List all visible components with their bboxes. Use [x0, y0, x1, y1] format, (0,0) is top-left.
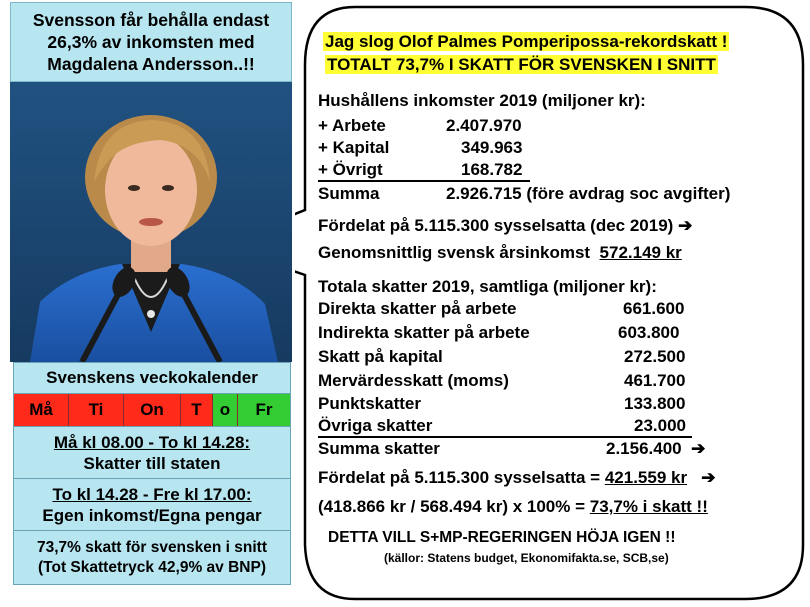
income-label-other: + Övrigt — [318, 160, 383, 179]
tax-sum-label: Summa skatter — [318, 439, 440, 458]
tax-label-other: Övriga skatter — [318, 416, 433, 435]
speaker-photo — [10, 82, 292, 362]
calendar-period-tax — [13, 427, 291, 479]
period-own-text: Egen inkomst/Egna pengar — [42, 505, 262, 525]
income-label-capital: + Kapital — [318, 138, 390, 157]
sources-note: (källor: Statens budget, Ekonomifakta.se, SCB,se) — [384, 551, 669, 565]
tax-label-capital: Skatt på kapital — [318, 347, 443, 366]
headline-line-2: 26,3% av inkomsten med — [47, 32, 255, 52]
tax-value-other: 23.000 — [634, 416, 686, 435]
day-friday: Fr — [238, 394, 290, 426]
calendar-footer — [13, 531, 291, 585]
income-label-work: + Arbete — [318, 116, 386, 135]
bubble-title-line-1: Jag slog Olof Palmes Pomperipossa-rekordskatt ! — [325, 32, 728, 51]
day-tuesday: Ti — [69, 394, 124, 426]
average-income-value: 572.149 kr — [599, 243, 682, 262]
tax-label-excise: Punktskatter — [318, 394, 421, 413]
day-monday: Må — [14, 394, 69, 426]
tax-sum-line — [606, 438, 705, 459]
speaker-portrait-image — [10, 82, 292, 362]
tax-sum-value: 2.156.400 — [606, 439, 682, 458]
bubble-title-line-2: TOTALT 73,7% I SKATT FÖR SVENSKEN I SNITT — [327, 55, 716, 74]
distributed-line: Fördelat på 5.115.300 sysselsatta (dec 2019) ➔ — [318, 216, 693, 235]
closing-statement: DETTA VILL S+MP-REGERINGEN HÖJA IGEN !! — [328, 529, 676, 546]
income-divider — [318, 180, 530, 182]
calendar-title: Svenskens veckokalender — [13, 362, 291, 394]
footer-line-1: 73,7% skatt för svensken i snitt — [36, 538, 267, 556]
tax-value-indirect: 603.800 — [618, 323, 680, 342]
income-value-capital: 349.963 — [461, 138, 523, 157]
tax-value-capital: 272.500 — [624, 347, 686, 366]
tax-value-direct: 661.600 — [623, 299, 685, 318]
arrow-right-icon: ➔ — [701, 468, 716, 487]
day-thursday-own: o — [213, 394, 238, 426]
formula-line: (418.866 kr / 568.494 kr) x 100% = 73,7% i skatt !! — [318, 497, 708, 516]
tax-label-indirect: Indirekta skatter på arbete — [318, 323, 530, 342]
tax-label-direct: Direkta skatter på arbete — [318, 299, 517, 318]
average-income-line: Genomsnittlig svensk årsinkomst 572.149 kr — [318, 243, 682, 262]
income-sum-value: 2.926.715 (före avdrag soc avgifter) — [446, 184, 731, 203]
tax-value-excise: 133.800 — [624, 394, 686, 413]
arrow-right-icon: ➔ — [691, 439, 706, 458]
calendar-days — [13, 394, 291, 427]
tax-label-vat: Mervärdesskatt (moms) — [318, 371, 509, 390]
period-own-title: To kl 14.28 - Fre kl 17.00: — [52, 484, 252, 504]
income-value-other: 168.782 — [461, 160, 523, 179]
headline-box — [10, 2, 292, 82]
tax-heading: Totala skatter 2019, samtliga (miljoner kr): — [318, 277, 657, 296]
tax-distributed-line: Fördelat på 5.115.300 sysselsatta = 421.559 kr ➔ — [318, 468, 716, 487]
headline-line-1: Svensson får behålla endast — [32, 10, 270, 30]
calendar-period-own — [13, 479, 291, 531]
income-sum-label: Summa — [318, 184, 380, 203]
arrow-right-icon: ➔ — [678, 216, 693, 235]
tax-per-person: 421.559 kr — [604, 468, 688, 487]
day-thursday-tax: T — [181, 394, 213, 426]
headline-line-3: Magdalena Andersson..!! — [47, 54, 255, 74]
day-wednesday: On — [124, 394, 181, 426]
income-heading: Hushållens inkomster 2019 (miljoner kr): — [318, 91, 646, 110]
period-tax-title: Må kl 08.00 - To kl 14.28: — [53, 432, 251, 452]
formula-result: 73,7% i skatt !! — [589, 497, 708, 516]
period-tax-text: Skatter till staten — [83, 453, 221, 473]
week-calendar — [13, 362, 291, 585]
income-value-work: 2.407.970 — [446, 116, 522, 135]
tax-value-vat: 461.700 — [624, 371, 686, 390]
footer-line-2: (Tot Skattetryck 42,9% av BNP) — [38, 558, 266, 576]
